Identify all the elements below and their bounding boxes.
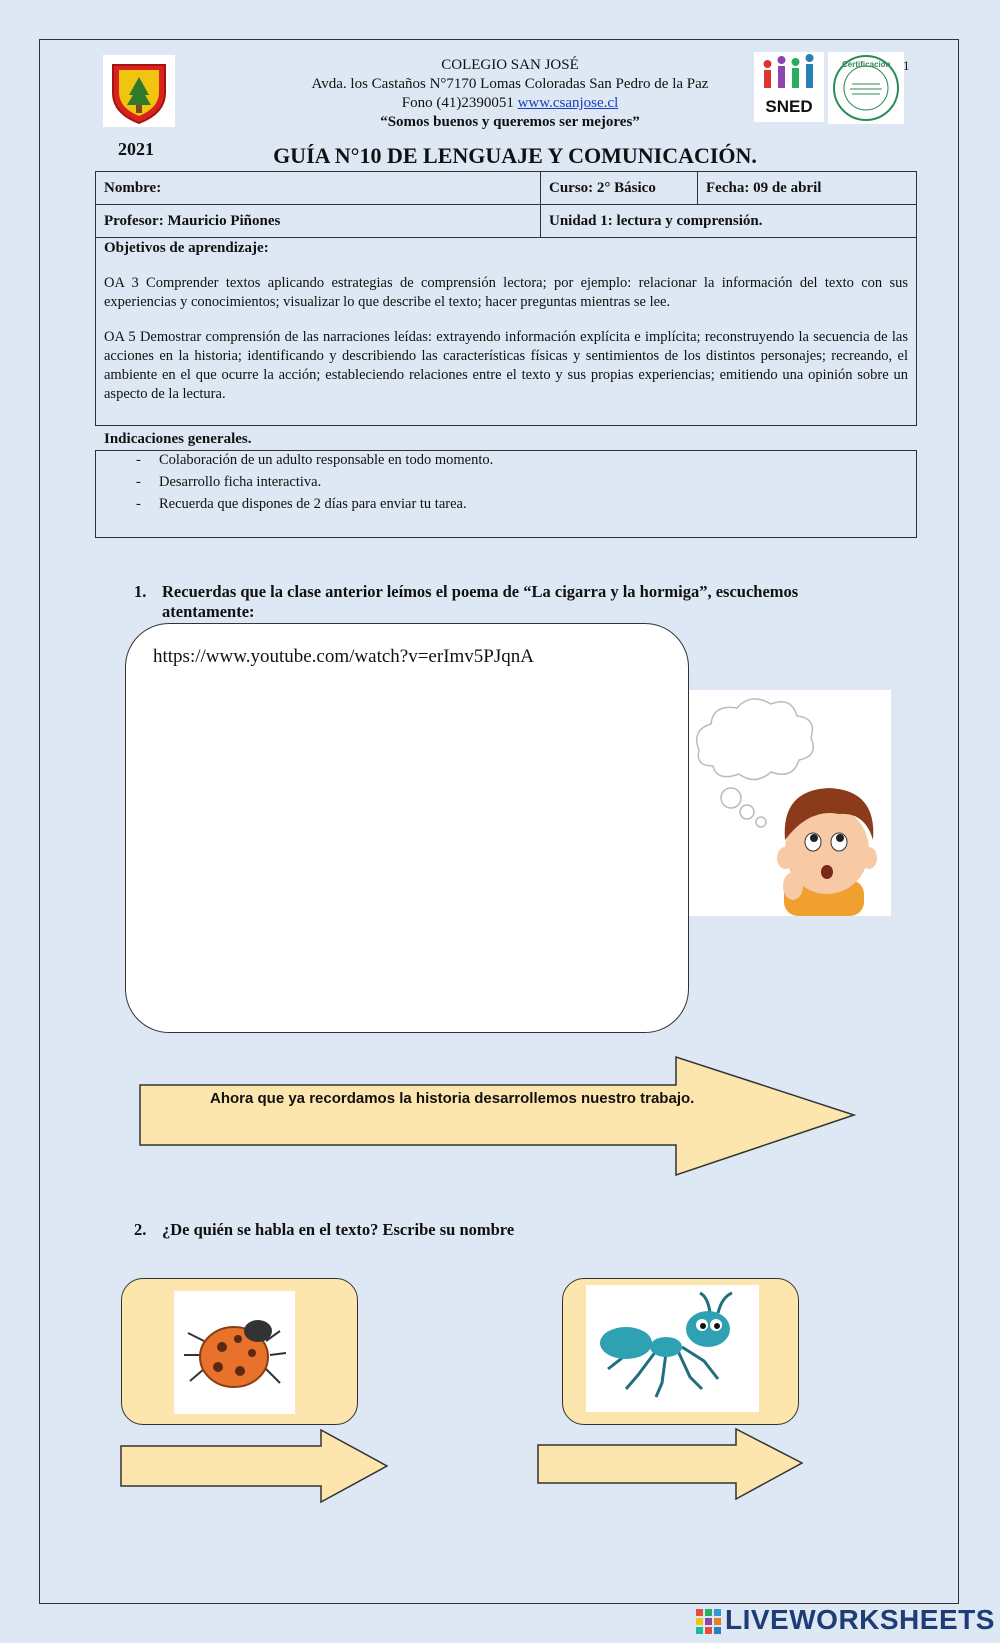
ant-icon: [586, 1285, 759, 1412]
info-table: [95, 171, 917, 238]
liveworksheets-watermark: LIVEWORKSHEETS: [725, 1604, 995, 1635]
objective-oa3: OA 3 Comprender textos aplicando estrategias de comprensión lectora; por ejemplo: relacionar la información del texto con sus experiencias y conocimientos; visualizar lo que describe el texto; hacer preguntas mientras se lee.: [104, 275, 908, 310]
question2-number: 2.: [134, 1220, 147, 1239]
ant-image: [586, 1285, 759, 1412]
certification-logo: [828, 52, 904, 124]
objectives-box: [95, 238, 917, 426]
objective-oa5: OA 5 Demostrar comprensión de las narraciones leídas: extrayendo información explícita e implícita; reconstruyendo la secuencia de las acciones en la historia; identificando y describiendo las características físicas y sentimientos de los distintos personajes; recreando, el ambiente en el que ocurre la acción; estableciendo relaciones entre el texto y sus propias experiencias; emitiendo una opinión sobre un aspecto de la lectura.: [104, 329, 908, 402]
sned-logo-text: SNED: [765, 97, 813, 116]
sned-logo: [754, 52, 824, 122]
school-contact: [230, 94, 790, 113]
indications-label: Indicaciones generales.: [104, 431, 252, 447]
question1-text: [162, 582, 798, 622]
unidad-cell: Unidad 1: lectura y comprensión.: [541, 205, 917, 238]
objectives-label: Objetivos de aprendizaje:: [104, 240, 269, 256]
ladybug-image: [174, 1291, 295, 1414]
curso-cell: Curso: 2° Básico: [541, 172, 698, 205]
ant-answer-arrow[interactable]: [536, 1427, 806, 1501]
ladybug-icon: [174, 1291, 295, 1414]
profesor-cell: Profesor: Mauricio Piñones: [96, 205, 541, 238]
page-title: GUÍA N°10 DE LENGUAJE Y COMUNICACIÓN.: [273, 143, 757, 168]
instruction-banner-text: Ahora que ya recordamos la historia desarrollemos nuestro trabajo.: [210, 1090, 695, 1107]
nombre-field[interactable]: Nombre:: [96, 172, 541, 205]
question2-text: ¿De quién se habla en el texto? Escribe su nombre: [162, 1220, 515, 1239]
indications-box: - Colaboración de un adulto responsable en todo momento. - Desarrollo ficha interactiva. - Recuerda que dispones de 2 días para enviar tu tarea.: [95, 450, 917, 538]
page-number: 1: [903, 58, 910, 73]
school-website-link[interactable]: www.csanjose.cl: [517, 95, 619, 111]
school-name: COLEGIO SAN JOSÉ: [441, 57, 579, 73]
certification-logo-text: Certificación: [842, 60, 891, 69]
question1-line1: Recuerdas que la clase anterior leímos el poema de “La cigarra y la hormiga”, escuchemos: [162, 582, 799, 601]
school-motto: “Somos buenos y queremos ser mejores”: [380, 114, 640, 130]
thinking-boy-image: [689, 690, 891, 916]
instruction-banner-arrow: [138, 1055, 858, 1177]
video-box[interactable]: [125, 623, 689, 1033]
question1-number: 1.: [134, 582, 147, 601]
liveworksheets-logo-icon: [696, 1609, 722, 1635]
ladybug-answer-arrow[interactable]: [119, 1428, 391, 1504]
question1-line2: atentamente:: [162, 602, 255, 621]
sned-figures-icon: [754, 52, 824, 94]
school-phone: Fono (41)2390051: [401, 95, 514, 111]
thinking-boy-icon: [689, 690, 891, 916]
video-url[interactable]: https://www.youtube.com/watch?v=erImv5PJqnA: [153, 646, 534, 667]
year-label: 2021: [118, 139, 154, 159]
school-address: Avda. los Castaños N°7170 Lomas Coloradas San Pedro de la Paz: [311, 76, 709, 92]
fecha-cell: Fecha: 09 de abril: [698, 172, 917, 205]
school-crest-icon: [103, 55, 175, 127]
